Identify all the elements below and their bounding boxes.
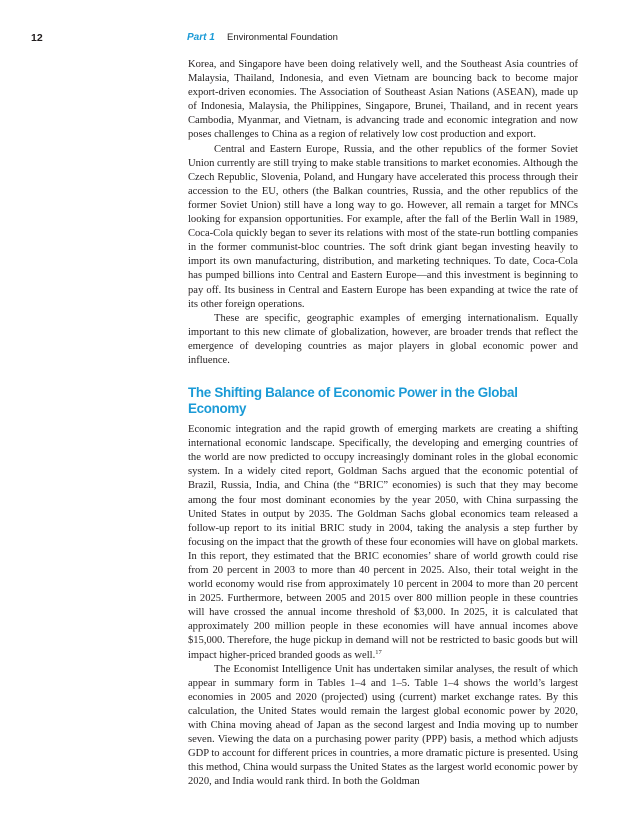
paragraph-emerging-internationalism: These are specific, geographic examples of emerging internationalism. Equally important to this new climate of globalization, however, are broader trends that reflect the emergence of developing countries as major players in global economic power and influence. (188, 312, 578, 366)
paragraph-bric-text: Economic integration and the rapid growth of emerging markets are creating a shifting international economic landscape. Specifically, the developing and emerging countries of the world are now predicted to occupy increasingly dominant roles in the global economic system. In a widely cited report, Goldman Sachs argued that the economic potential of Brazil, Russia, India, and China (the “BRIC” economies) is such that they may become among the four most dominant economies by the year 2050, with China surpassing the United States in output by 2035. The Goldman Sachs global economics team released a follow-up report to its initial BRIC study in 2004, taking the analysis a step further by focusing on the impact that the growth of these four economies will have on global markets. In this report, they estimated that the BRIC economies’ share of world growth could rise from 20 percent in 2003 to more than 40 percent in 2025. Also, their total weight in the world economy would rise from approximately 10 percent in 2004 to more than 20 percent in 2025. Furthermore, between 2005 and 2015 over 800 million people in these countries will have crossed the annual income threshold of $3,000. In 2025, it is calculated that approximately 200 million people in these economies will have annual incomes above $15,000. Therefore, the huge pickup in demand will not be restricted to basic goods but will impact higher-priced branded goods as well. (188, 424, 578, 661)
section-heading: The Shifting Balance of Economic Power in the Global Economy (188, 385, 518, 417)
page-number: 12 (31, 32, 43, 44)
paragraph-bric (188, 423, 578, 663)
part-label: Part 1 (187, 32, 215, 43)
paragraph-economist-intelligence-unit: The Economist Intelligence Unit has undertaken similar analyses, the result of which appear in summary form in Tables 1–4 and 1–5. Table 1–4 shows the world’s largest economies in 2005 and 2020 (projected) using (current) market exchange rates. By this calculation, the United States would remain the largest global economic power by 2020, with China moving ahead of Japan as the second largest and India moving up to number seven. Viewing the data on a purchasing power parity (PPP) basis, a method which adjusts GDP to account for different prices in countries, a more dramatic picture is presented. Using this method, China would surpass the United States as the largest world economic power by 2020, and India would rank third. In both the Goldman (188, 663, 578, 788)
body-text (188, 58, 578, 790)
paragraph-asia: Korea, and Singapore have been doing relatively well, and the Southeast Asia countries of Malaysia, Thailand, Indonesia, and even Vietnam are bouncing back to become major export-driven economies. The Association of Southeast Asian Nations (ASEAN), made up of Indonesia, Malaysia, the Philippines, Singapore, Brunei, Thailand, and in recent years Cambodia, Myanmar, and Vietnam, is advancing trade and economic integration and now poses challenges to China as a region of relatively low cost production and export. (188, 59, 578, 141)
paragraph-eastern-europe: Central and Eastern Europe, Russia, and the other republics of the former Soviet Union currently are still trying to make stable transitions to market economies. Although the Czech Republic, Slovenia, Poland, and Hungary have accelerated this process through their accession to the EU, others (the Balkan countries, Russia, and the other republics of the former Soviet Union) still have a long way to go. However, all remain a target for MNCs looking for expansion opportunities. For example, after the fall of the Berlin Wall in 1989, Coca-Cola quickly began to sever its relations with most of the state-run bottling companies in the former communist-bloc countries. The soft drink giant began investing heavily to import its own manufacturing, distribution, and marketing techniques. To date, Coca-Cola has pumped billions into Central and Eastern Europe—and this investment is beginning to pay off. Its business in Central and Eastern Europe has been expanding at twice the rate of its other foreign operations. (188, 143, 578, 310)
part-title: Environmental Foundation (227, 32, 338, 43)
running-head (31, 30, 598, 46)
footnote-reference: 17 (375, 648, 382, 656)
